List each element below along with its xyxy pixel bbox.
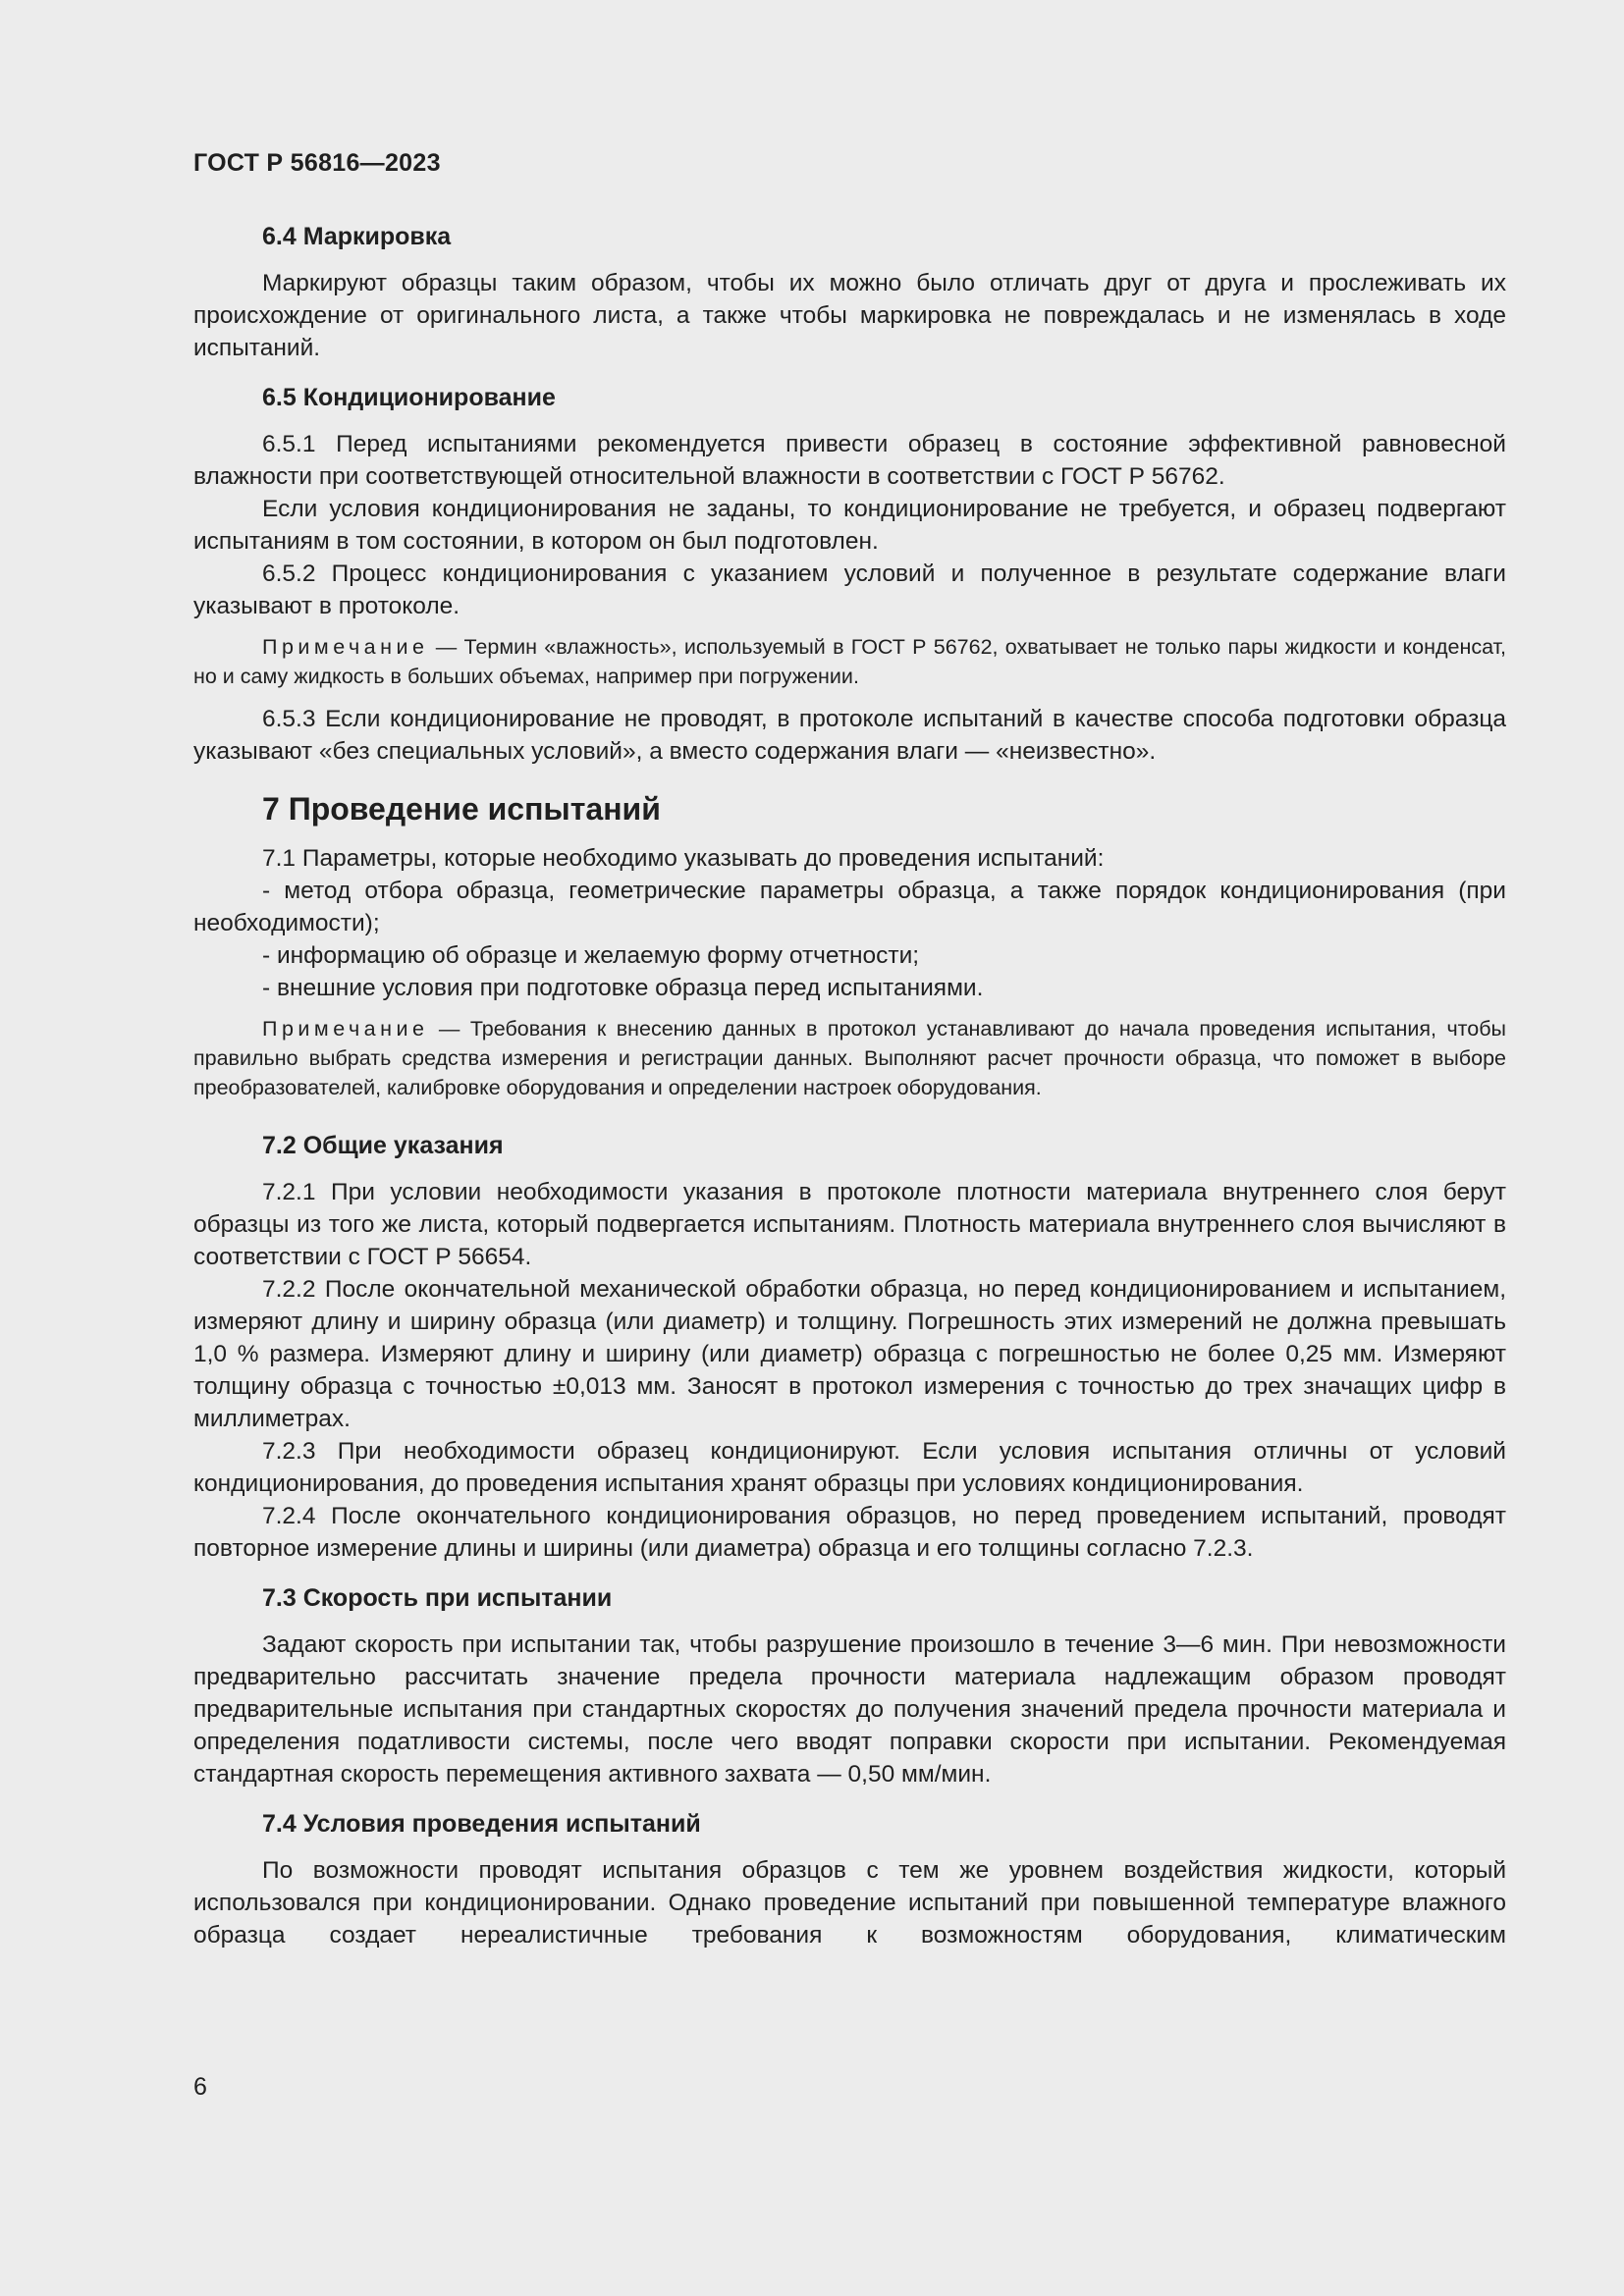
note: [193, 1014, 1506, 1102]
list-item: - информацию об образце и желаемую форму отчетности;: [262, 942, 920, 969]
note: [193, 632, 1506, 691]
paragraph: 7.2.1 При условии необходимости указания в протоколе плотности материала внутреннего слоя берут образцы из того же листа, который подвергается испытаниям. Плотность материала внутреннего слоя вычисляют в соответствии с ГОСТ Р 56654.: [193, 1179, 1506, 1270]
section-title-6-5: 6.5 Кондиционирование: [262, 384, 556, 411]
paragraph: Задают скорость при испытании так, чтобы разрушение произошло в течение 3—6 мин. При невозможности предварительно рассчитать значение предела прочности материала надлежащим образом проводят предварительные испытания при стандартных скоростях до получения значений предела прочности материала и определения податливости системы, после чего вводят поправки скорости при испытании. Рекомендуемая стандартная скорость перемещения активного захвата — 0,50 мм/мин.: [193, 1631, 1506, 1788]
list-item: - внешние условия при подготовке образца перед испытаниями.: [262, 975, 984, 1001]
note-text: — Требования к внесению данных в протокол устанавливают до начала проведения испытания, чтобы правильно выбрать средства измерения и регистрации данных. Выполняют расчет прочности образца, что поможет в выборе преобразователей, калибровке оборудования и определении настроек оборудования.: [193, 1017, 1506, 1099]
section-title-7-3: 7.3 Скорость при испытании: [262, 1584, 613, 1612]
note-label: Примечание: [262, 635, 429, 659]
paragraph: Если условия кондиционирования не заданы, то кондиционирование не требуется, и образец подвергают испытаниям в том состоянии, в котором он был подготовлен.: [193, 496, 1506, 555]
paragraph: 6.5.3 Если кондиционирование не проводят, в протоколе испытаний в качестве способа подготовки образца указывают «без специальных условий», а вместо содержания влаги — «неизвестно».: [193, 706, 1506, 765]
section-title-7-4: 7.4 Условия проведения испытаний: [262, 1810, 701, 1838]
paragraph: 6.5.2 Процесс кондиционирования с указанием условий и полученное в результате содержание влаги указывают в протоколе.: [193, 561, 1506, 619]
section-title-6-4: 6.4 Маркировка: [262, 223, 452, 250]
page-content: [193, 221, 1506, 1951]
paragraph: Маркируют образцы таким образом, чтобы их можно было отличать друг от друга и прослеживать их происхождение от оригинального листа, а также чтобы маркировка не повреждалась и не изменялась в ходе испытаний.: [193, 270, 1506, 361]
note-label: Примечание: [262, 1017, 429, 1041]
paragraph: 7.2.4 После окончательного кондиционирования образцов, но перед проведением испытаний, проводят повторное измерение длины и ширины (или диаметра) образца и его толщины согласно 7.2.3.: [193, 1503, 1506, 1562]
paragraph: По возможности проводят испытания образцов с тем же уровнем воздействия жидкости, который использовался при кондиционировании. Однако проведение испытаний при повышенной температуре влажного образца создает нереалистичные требования к возможностям оборудования, климатическим: [193, 1857, 1506, 1949]
paragraph: 7.2.3 При необходимости образец кондиционируют. Если условия испытания отличны от условий кондиционирования, до проведения испытания хранят образцы при условиях кондиционирования.: [193, 1438, 1506, 1497]
page-number: 6: [193, 2073, 207, 2101]
paragraph: 7.1 Параметры, которые необходимо указывать до проведения испытаний:: [262, 845, 1105, 872]
paragraph: 7.2.2 После окончательной механической обработки образца, но перед кондиционированием и испытанием, измеряют длину и ширину образца (или диаметр) и толщину. Погрешность этих измерений не должна превышать 1,0 % размера. Измеряют длину и ширину (или диаметр) образца с погрешностью не более 0,25 мм. Измеряют толщину образца с точностью ±0,013 мм. Заносят в протокол измерения с точностью до трех значащих цифр в миллиметрах.: [193, 1276, 1506, 1432]
chapter-title-7: 7 Проведение испытаний: [262, 791, 661, 827]
note-text: — Термин «влажность», используемый в ГОСТ Р 56762, охватывает не только пары жидкости и конденсат, но и саму жидкость в больших объемах, например при погружении.: [193, 635, 1506, 688]
list-item: - метод отбора образца, геометрические параметры образца, а также порядок кондиционирования (при необходимости);: [193, 878, 1506, 936]
document-header: ГОСТ Р 56816—2023: [193, 149, 441, 177]
paragraph: 6.5.1 Перед испытаниями рекомендуется привести образец в состояние эффективной равновесной влажности при соответствующей относительной влажности в соответствии с ГОСТ Р 56762.: [193, 431, 1506, 490]
section-title-7-2: 7.2 Общие указания: [262, 1132, 504, 1159]
